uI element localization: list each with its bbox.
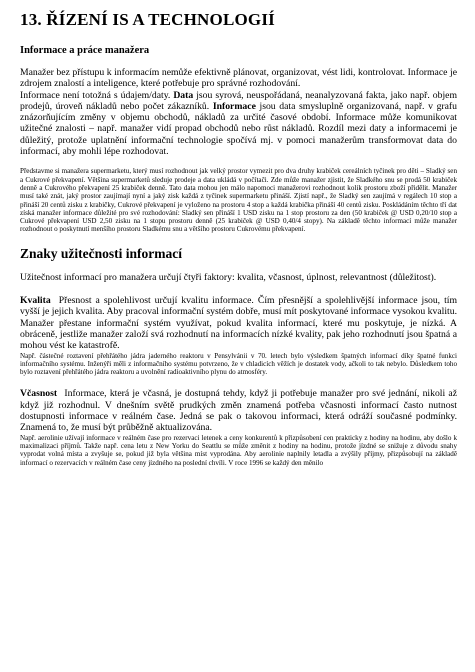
term-informace: Informace (212, 100, 256, 112)
timeliness-text: Informace, která je včasná, je dostupná tehdy, když ji potřebuje manažer pro své jednání, nikoli až když již rozhodnul. V dnešním světě prudkých změn znamená potřeba včasnosti informací často nutnost dostupnosti informace v reálném čase. Jedná se pak o takovou informaci, která odráží současné podmínky. Znamená to, že musí být průběžně aktualizována. (20, 388, 457, 434)
supermarket-example: Představme si manažera supermarketu, který musí rozhodnout jak velký prostor vymezit pro dva druhy krabiček cereálních tyčinek pro děti – Sladký sen a Cukrové překvapení. Většina supermarketů sleduje prodeje a data ukládá v počítači. Zde může manažer zjistit, že Sladkého snu se prodá 50 krabiček denně a Cukrového překvapení 25 krabiček denně. Tato data mohou jen málo napomoci manažerovi rozhodnout kolik prostoru zboží přidělit. Manažer musí také znát, jaký prostor zaujímají nyní a jaký zisk každá z tyčinek supermarketu přináší. Zjistí např., že Sladký sen zaujímá v regálech 10 stop a přináší 20 centů zisku z krabičky, Cukrové překvapení je vyloženo na prostoru 4 stop a každá krabička přináší 40 centů zisku. Poskládáním těchto tří dat získá manažer informace důležité pro své rozhodování: Sladký sen přináší 1 USD zisku na 1 stop prostoru za den (50 krabiček @ USD 0,20/10 stop a Cukrové překvapení USD 2,50 zisku na 1 stopu prostoru denně (25 krabiček @ USD 0,40/4 stopy). Na základě těchto informací může manažer rozhodnout o poskytnutí menšího prostoru Sladkému snu a většího prostoru Cukrovému překvapení. (20, 167, 457, 234)
quality-paragraph (20, 295, 457, 351)
usefulness-intro: Užitečnost informací pro manažera určují čtyři faktory: kvalita, včasnost, úplnost, relevantnost (důležitost). (20, 271, 437, 283)
intro-paragraph-2 (20, 90, 457, 158)
quality-label: Kvalita (20, 295, 51, 307)
timeliness-paragraph (20, 388, 457, 433)
term-data: Data (173, 89, 194, 101)
timeliness-example: Např. aerolinie užívají informace v reálném čase pro rezervaci letenek a ceny konkurentů k přizpůsobení cen prakticky z hodiny na hodinu, aby došlo k maximalizaci příjmů. Takže např. cena letu z New Yorku do Seattlu se může změnit z hodiny na hodinu, protože jízdné se snižuje z důvodu snahy vyprodat volná místa a zvyšuje se, pokud již byla většina míst vyprodána. Aby aerolinie naplnily letadla a zvýšily příjmy, přizpůsobují na základě informací o rezervacích v reálném čase ceny jízdného na poslední chvíli. V roce 1996 se každý den měnilo (20, 433, 457, 467)
quality-text: Přesnost a spolehlivost určují kvalitu informace. Čím přesnější a spolehlivější informace jsou, tím vyšší je jejich kvalita. Aby pracoval informační systém dobře, musí mít poskytované informace vysokou kvalitu. Manažer přestane informační systém využívat, pokud kvalita informací, které mu poskytuje, je nízká. A obráceně, jestliže manažer založí svá rozhodnutí na informacích nízké kvality, pak jeho rozhodnutí jsou špatná a mohou vést ke katastrofě. (20, 295, 458, 352)
intro-p2-part-a: Informace není totožná s údajem/daty. (20, 89, 174, 101)
timeliness-label: Včasnost (20, 388, 58, 400)
subheading-manager-info: Informace a práce manažera (20, 45, 150, 56)
intro-p2-part-b: jsou syrová, neuspořádaná, neanalyzovaná fakta, jako např. objem prodejů, úroveň nákladů nebo počet zákazníků. (20, 89, 457, 112)
page-title: 13. ŘÍZENÍ IS A TECHNOLOGIÍ (20, 10, 275, 29)
intro-paragraph-1: Manažer bez přístupu k informacím nemůže efektivně plánovat, organizovat, vést lidi, kontrolovat. Informace je zdrojem znalostí a inteligence, které potřebuje pro správné rozhodování. (20, 67, 457, 90)
intro-p2-part-c: jsou data smysluplně organizovaná, např. v grafu znázorňujícím změny v objemu obchodů, nákladů za určité časové období. Informace může komunikovat užitečné znalosti – např. manažer vidí propad obchodů nebo růst nákladů. Rozdíl mezi daty a informacemi je důležitý, protože uplatnění informační technologie spočívá mj. v pomoci manažerům transformovat data do informací, aby mohli lépe rozhodovat. (20, 100, 458, 158)
section-heading-usefulness: Znaky užitečnosti informací (20, 245, 182, 261)
quality-example: Např. částečné roztavení přehřátého jádra jaderného reaktoru v Pensylvánii v 70. letech bylo výsledkem špatných informací díky špatné funkci informačního systému. Inženýři měli z informačního systému potvrzeno, že v chladicích věžích je dostatek vody, ačkoli to tak nebylo. Důsledkem toho bylo roztavení přehřátého jádra reaktoru a uvolnění radioaktivního plynu do atmosféry. (20, 351, 457, 377)
